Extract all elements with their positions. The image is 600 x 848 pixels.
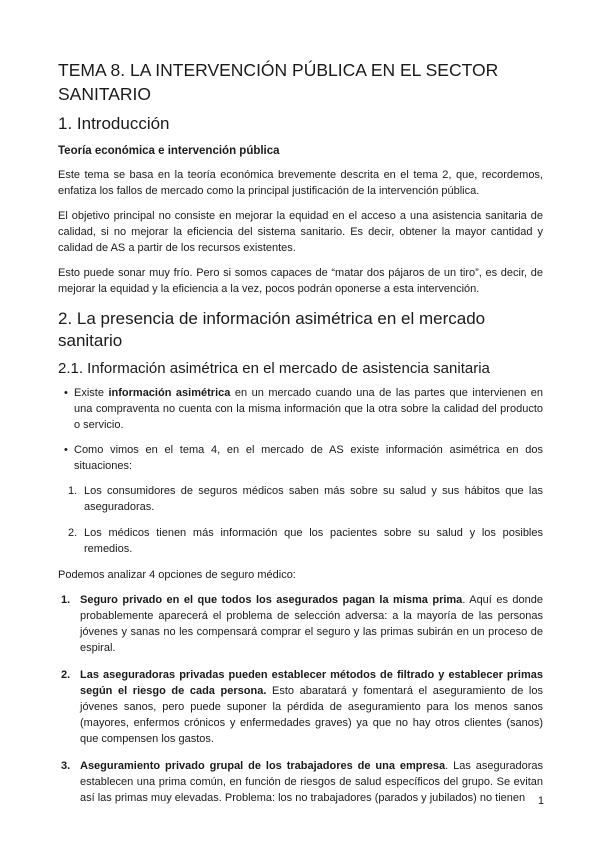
paragraph: Esto puede sonar muy frío. Pero si somos capaces de “matar dos pájaros de un tiro”, es decir, de mejorar la equidad y la eficiencia a la vez, pocos podrán oponerse a esta intervención. bbox=[58, 267, 543, 295]
section-1-heading: 1. Introducción bbox=[58, 114, 170, 133]
section-2-heading: 2. La presencia de información asimétrica en el mercado sanitario bbox=[58, 309, 486, 350]
page-number: 1 bbox=[537, 795, 544, 807]
list-item: 2. Los médicos tienen más información que los pacientes sobre su salud y los posibles remedios. bbox=[68, 527, 543, 555]
list-item: 3. Aseguramiento privado grupal de los trabajadores de una empresa. Las aseguradoras establecen una prima común, en función de riesgos de salud específicos del grupo. Se evitan así las primas muy elevadas. Problema: los no trabajadores (parados y jubilados) no tienen bbox=[61, 760, 544, 804]
bullet-icon: • bbox=[64, 387, 68, 399]
bullet-icon: • bbox=[64, 444, 68, 456]
section-1-subheading: Teoría económica e intervención pública bbox=[58, 145, 280, 157]
bullet-item: • Como vimos en el tema 4, en el mercado de AS existe información asimétrica en dos situaciones: bbox=[64, 444, 543, 472]
section-2-1-heading: 2.1. Información asimétrica en el mercado de asistencia sanitaria bbox=[58, 360, 490, 377]
list-item: 1. Seguro privado en el que todos los asegurados pagan la misma prima. Aquí es donde probablemente aparecerá el problema de selección adversa: a la mayoría de las personas jóvenes y sanas no les compensará comprar el seguro y las primas subirán en un proceso de espiral. bbox=[61, 594, 544, 654]
bullet-item: • Existe información asimétrica en un mercado cuando una de las partes que intervienen en una compraventa no cuenta con la misma información que la otra sobre la calidad del producto o servicio. bbox=[64, 387, 543, 431]
options-intro: Podemos analizar 4 opciones de seguro médico: bbox=[58, 569, 296, 581]
definition-bullets bbox=[58, 385, 543, 474]
situations-list bbox=[58, 483, 543, 557]
document-title: TEMA 8. LA INTERVENCIÓN PÚBLICA EN EL SECTOR SANITARIO bbox=[58, 60, 499, 104]
list-item: 1. Los consumidores de seguros médicos saben más sobre su salud y sus hábitos que las aseguradoras. bbox=[68, 485, 543, 513]
paragraph: Este tema se basa en la teoría económica brevemente descrita en el tema 2, que, recordemos, enfatiza los fallos de mercado como la principal justificación de la intervención pública. bbox=[58, 169, 543, 197]
paragraph: El objetivo principal no consiste en mejorar la equidad en el acceso a una asistencia sanitaria de calidad, si no mejorar la eficiencia del sistema sanitario. Es decir, obtener la mayor cantidad y calidad de AS a partir de los recursos existentes. bbox=[58, 210, 543, 254]
list-item: 2. Las aseguradoras privadas pueden establecer métodos de filtrado y establecer primas según el riesgo de cada persona. Esto abaratará y fomentará el aseguramiento de los jóvenes sanos, pero puede suponer la pérdida de aseguramiento para los menos sanos (mayores, enfermos crónicos y enfermedades graves) ya que no hay otros clientes (sanos) que compensen los gastos. bbox=[61, 669, 543, 745]
insurance-options-list bbox=[58, 592, 543, 806]
document-page bbox=[58, 58, 543, 817]
